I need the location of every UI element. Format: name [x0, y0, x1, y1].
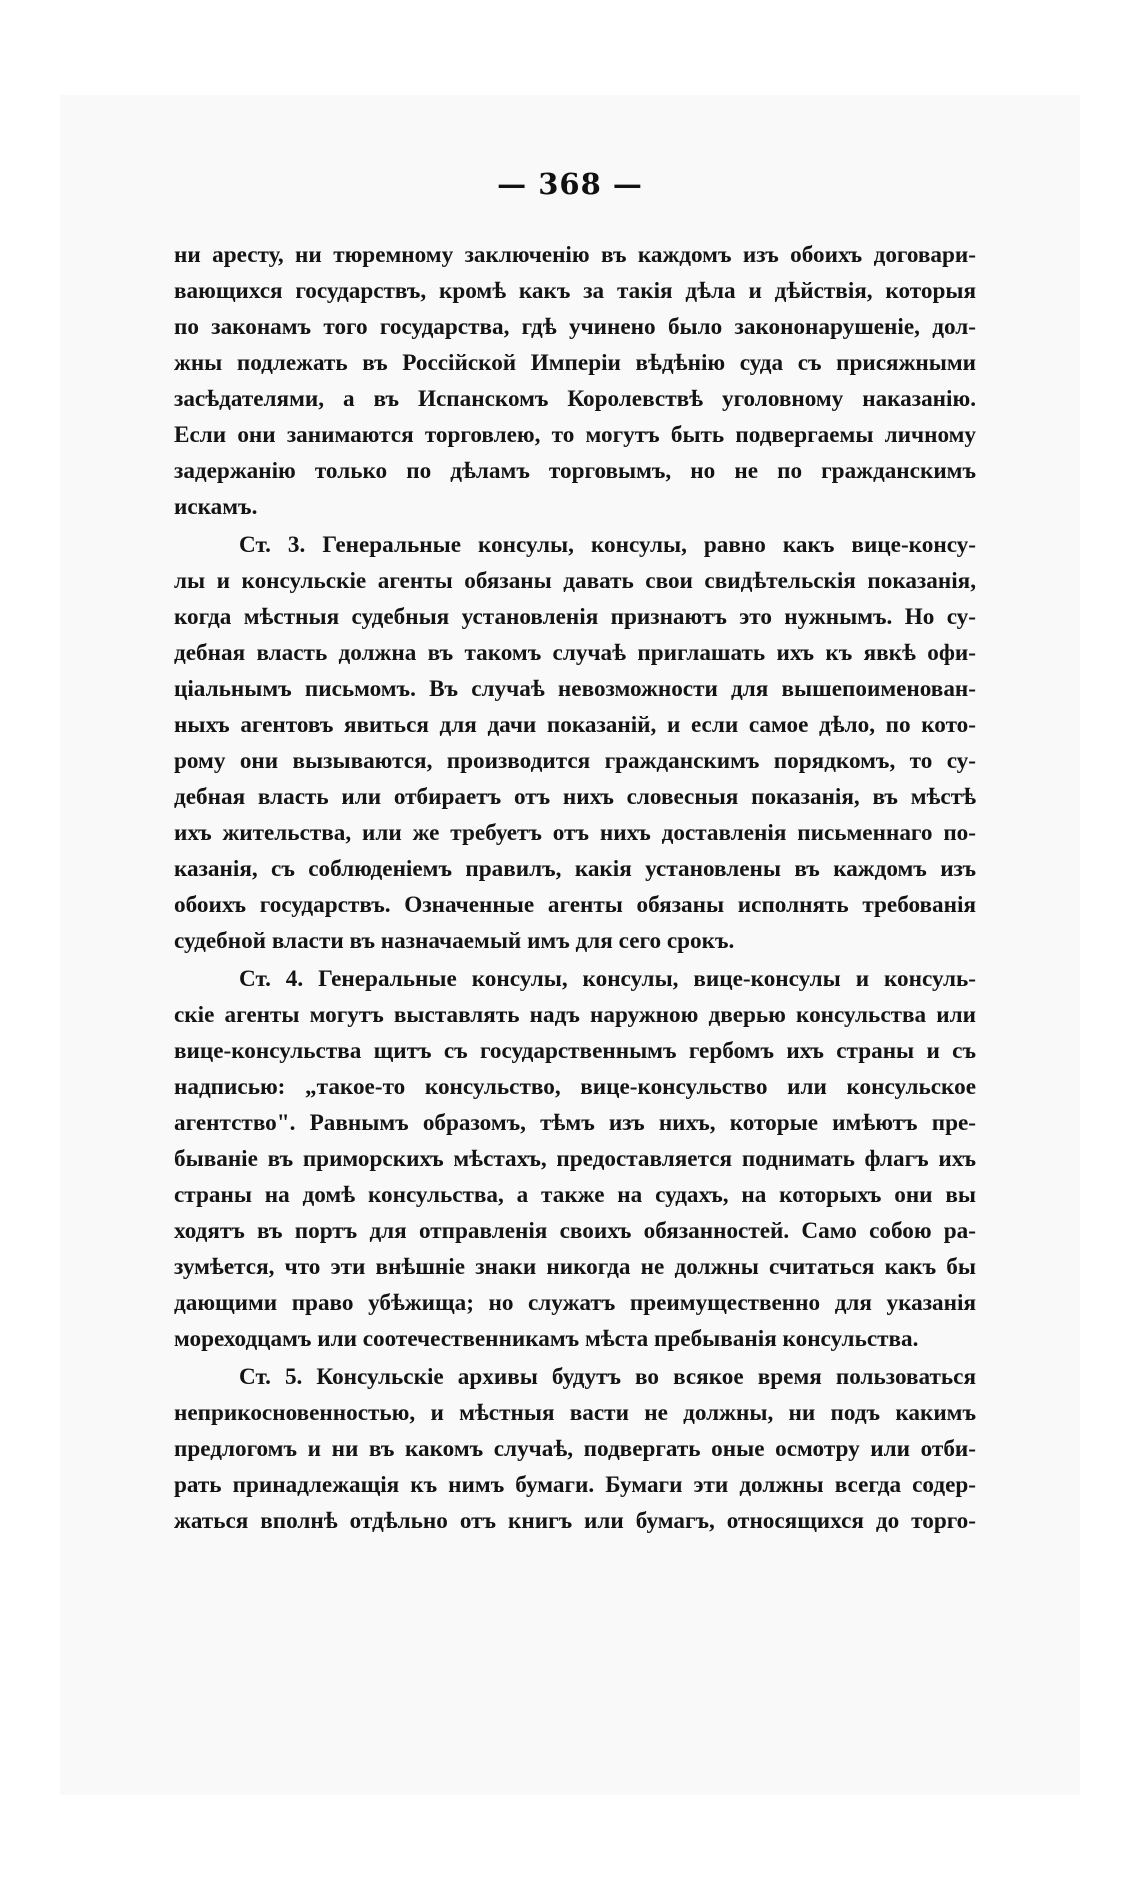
- text-line: вице-консульства щитъ съ государственнымъ гербомъ ихъ страны и съ: [174, 1038, 976, 1064]
- page-number: — 368 —: [497, 167, 643, 201]
- text-line: ихъ жительства, или же требуетъ отъ нихъ доставленія письменнаго по-: [174, 820, 976, 846]
- text-line: вающихся государствъ, кромѣ какъ за такія дѣла и дѣйствія, которыя: [174, 278, 976, 304]
- text-line: ціальнымъ письмомъ. Въ случаѣ невозможности для вышепоименован-: [174, 676, 976, 702]
- text-line: ныхъ агентовъ явиться для дачи показаній, и если самое дѣло, по кото-: [174, 712, 976, 738]
- text-line: Ст. 5. Консульскіе архивы будутъ во всякое время пользоваться: [239, 1364, 976, 1390]
- text-line: обоихъ государствъ. Означенные агенты обязаны исполнять требованія: [174, 892, 976, 918]
- text-line: Если они занимаются торговлею, то могутъ быть подвергаемы личному: [174, 422, 976, 448]
- text-line: по законамъ того государства, гдѣ учинено было закононарушеніе, дол-: [174, 314, 976, 340]
- text-line: агентство". Равнымъ образомъ, тѣмъ изъ нихъ, которые имѣютъ пре-: [174, 1110, 976, 1136]
- text-line: бываніе въ приморскихъ мѣстахъ, предоставляется поднимать флагъ ихъ: [174, 1146, 976, 1172]
- text-line: Ст. 4. Генеральные консулы, консулы, вице-консулы и консуль-: [239, 966, 976, 992]
- text-line: зумѣется, что эти внѣшніе знаки никогда не должны считаться какъ бы: [174, 1254, 976, 1280]
- text-line: ни аресту, ни тюремному заключенію въ каждомъ изъ обоихъ договари-: [174, 242, 976, 268]
- text-line: дающими право убѣжища; но служатъ преимущественно для указанія: [174, 1290, 976, 1316]
- text-line: мореходцамъ или соотечественникамъ мѣста пребыванія консульства.: [174, 1326, 919, 1352]
- text-line: неприкосновенностью, и мѣстныя васти не должны, ни подъ какимъ: [174, 1400, 976, 1426]
- book-page: [60, 95, 1080, 1795]
- text-line: казанія, съ соблюденіемъ правилъ, какія установлены въ каждомъ изъ: [174, 856, 976, 882]
- text-line: искамъ.: [174, 494, 258, 520]
- text-line: судебной власти въ назначаемый имъ для сего срокъ.: [174, 928, 735, 954]
- text-line: рому они вызываются, производится гражданскимъ порядкомъ, то су-: [174, 748, 976, 774]
- paragraph: [174, 1359, 976, 1539]
- text-line: дебная власть должна въ такомъ случаѣ приглашать ихъ къ явкѣ офи-: [174, 640, 976, 666]
- text-line: когда мѣстныя судебныя установленія признаютъ это нужнымъ. Но су-: [174, 604, 976, 630]
- text-line: жаться вполнѣ отдѣльно отъ книгъ или бумагъ, относящихся до торго-: [174, 1508, 976, 1534]
- text-line: страны на домѣ консульства, а также на судахъ, на которыхъ они вы: [174, 1182, 976, 1208]
- text-line: жны подлежать въ Россійской Имперіи вѣдѣнію суда съ присяжными: [174, 350, 976, 376]
- text-line: ходятъ въ портъ для отправленія своихъ обязанностей. Само собою ра-: [174, 1218, 976, 1244]
- text-line: задержанію только по дѣламъ торговымъ, но не по гражданскимъ: [174, 458, 976, 484]
- paragraph: [174, 961, 976, 1357]
- text-line: дебная власть или отбираетъ отъ нихъ словесныя показанія, въ мѣстѣ: [174, 784, 976, 810]
- body-text: [174, 237, 976, 1539]
- text-line: Ст. 3. Генеральные консулы, консулы, равно какъ вице-консу-: [239, 532, 976, 558]
- text-line: предлогомъ и ни въ какомъ случаѣ, подвергать оные осмотру или отби-: [174, 1436, 976, 1462]
- text-line: скіе агенты могутъ выставлять надъ наружною дверью консульства или: [174, 1002, 976, 1028]
- text-line: надписью: „такое-то консульство, вице-консульство или консульское: [174, 1074, 976, 1100]
- text-line: засѣдателями, а въ Испанскомъ Королевствѣ уголовному наказанію.: [174, 386, 976, 412]
- paragraph: [174, 527, 976, 959]
- text-line: лы и консульскіе агенты обязаны давать свои свидѣтельскія показанія,: [174, 568, 976, 594]
- paragraph: [174, 237, 976, 525]
- text-line: рать принадлежащія къ нимъ бумаги. Бумаги эти должны всегда содер-: [174, 1472, 976, 1498]
